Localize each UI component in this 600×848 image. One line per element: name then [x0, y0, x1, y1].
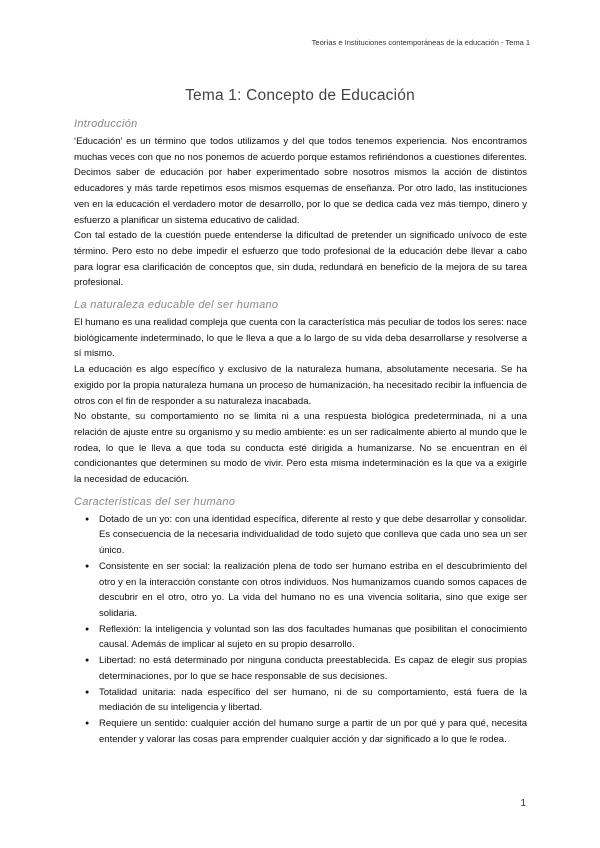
section-heading-introduccion: Introducción [74, 118, 138, 130]
paragraph: No obstante, su comportamiento no se limita ni a una respuesta biológica predeterminada, ni a una relación de ajuste entre su organismo y su medio ambiente: es un ser radicalmente abierto al mundo que le rodea, lo que le lleva a que toda su conducta esté dirigida a humanizarse. No se encuentran en él condicionantes que determinen su modo de vivir. Pero esta misma indeterminación es la que va a exigirle la necesidad de educación. [74, 411, 527, 486]
section-heading-caracteristicas: Características del ser humano [74, 495, 236, 508]
paragraph: ‘Educación’ es un término que todos utilizamos y del que todos tenemos experiencia. Nos encontramos muchas veces con que no nos ponemos de acuerdo porque estamos refiriéndonos a cuestiones diferentes. Decimos saber de educación por haber experimentado sobre nosotros mismos la acción de distintos educadores y más tarde repetimos esos mismos esquemas de enseñanza. Por otro lado, las instituciones ven en la educación el verdadero motor de desarrollo, por lo que se dedica cada vez más tiempo, dinero y esfuerzo a planificar un sistema educativo de calidad. [74, 136, 527, 226]
paragraph: El humano es una realidad compleja que cuenta con la característica más peculiar de todos los seres: nace biológicamente indeterminado, lo que le lleva a que a lo largo de su vida deba desarrollarse y resolverse a sí mismo. [74, 317, 527, 360]
list-item: ● Libertad: no está determinado por ninguna conducta preestablecida. Es capaz de elegir sus propias determinaciones, por lo que se hace responsable de sus decisiones. [99, 653, 527, 684]
running-header: Teorías e Instituciones contemporáneas de la educación - Tema 1 [311, 38, 530, 47]
list-item: ● Reflexión: la inteligencia y voluntad son las dos facultades humanas que posibilitan el conocimiento causal. Además de implicar al sujeto en su propio desarrollo. [99, 622, 527, 653]
document-body [74, 118, 527, 747]
section-heading-naturaleza-educable: La naturaleza educable del ser humano [74, 299, 279, 312]
paragraph: La educación es algo específico y exclusivo de la naturaleza humana, absolutamente necesaria. Se ha exigido por la propia naturaleza humana un proceso de humanización, ha necesitado recibir la influencia de otros con el fin de responder a su naturaleza inacabada. [74, 364, 527, 407]
bullet-list [74, 512, 527, 748]
list-item: ● Totalidad unitaria: nada específico del ser humano, ni de su comportamiento, está fuera de la mediación de su inteligencia y libertad. [99, 685, 527, 716]
list-item: ● Requiere un sentido: cualquier acción del humano surge a partir de un por qué y para qué, necesita entender y valorar las cosas para emprender cualquier acción y dar significado a lo que le rodea. [99, 716, 527, 747]
paragraph: Con tal estado de la cuestión puede entenderse la dificultad de pretender un significado unívoco de este término. Pero esto no debe impedir el esfuerzo que todo profesional de la educación debe llevar a cabo para lograr esa clarificación de conceptos que, sin duda, redundará en beneficio de la mejora de su tarea profesional. [74, 230, 527, 289]
page-number: 1 [520, 798, 526, 809]
page-title: Tema 1: Concepto de Educación [185, 87, 415, 104]
list-item: ● Consistente en ser social: la realización plena de todo ser humano estriba en el descubrimiento del otro y en la interacción constante con otros individuos. Nos humanizamos cuando somos capaces de descubrir en el otro, otro yo. La vida del humano no es una vivencia solitaria, sino que exige ser solidaria. [99, 559, 527, 622]
list-item: ● Dotado de un yo: con una identidad específica, diferente al resto y que debe desarrollar y consolidar. Es consecuencia de la necesaria individualidad de todo sujeto que conlleva que cada uno sea un ser único. [99, 512, 527, 559]
